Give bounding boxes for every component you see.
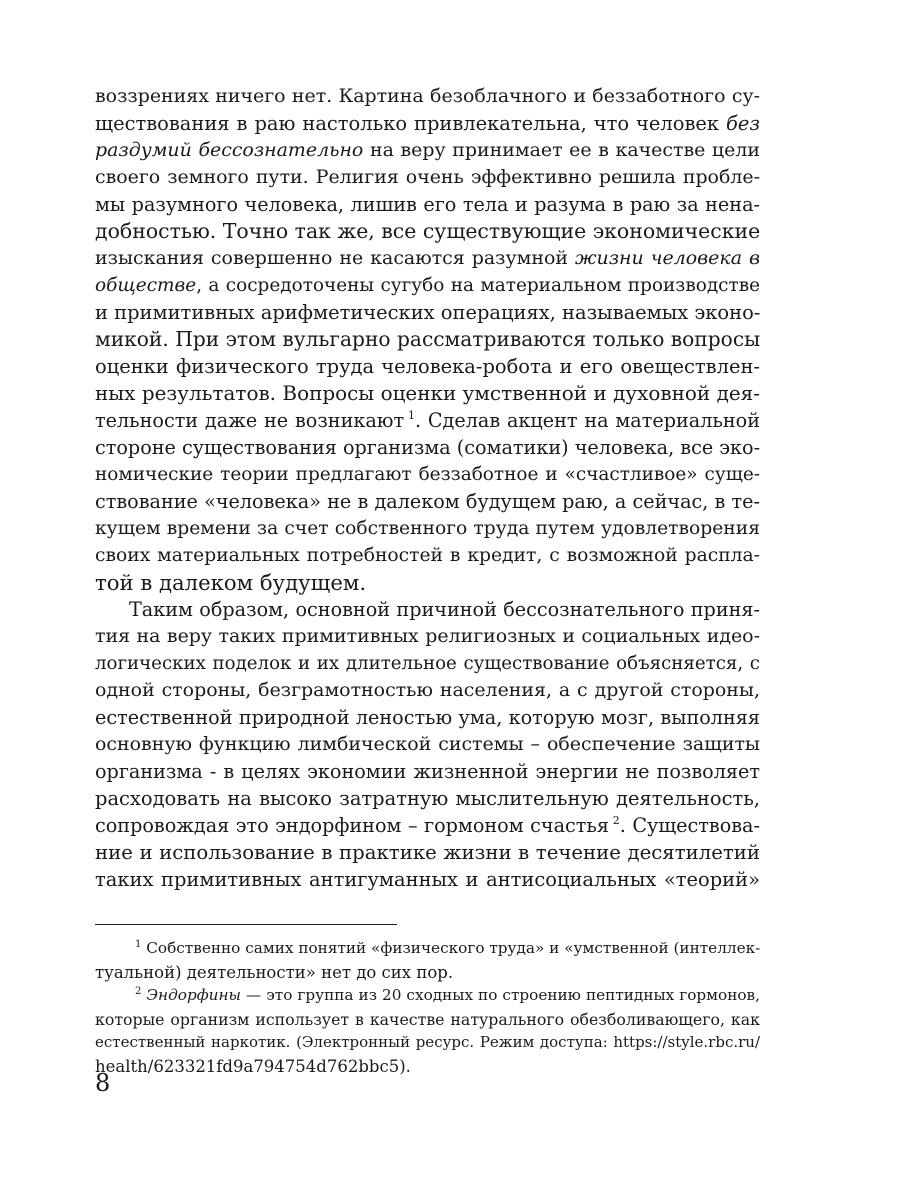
text-run: . Сделав акцент на материальной (414, 409, 760, 432)
text-run: — это группа из 20 сходных по строению пептидных гормонов, (245, 986, 760, 1005)
text-line: той в далеком будущем. (95, 570, 367, 595)
body-text (95, 83, 760, 893)
footnote-line: которые организм использует в качестве натурального обезболивающего, как (95, 1009, 760, 1029)
text-line: и примитивных арифметических операциях, называемых эконо- (95, 301, 761, 324)
text-line (95, 110, 760, 137)
footnotes (95, 937, 760, 1079)
text-line: оценки физического труда человека-робота и его овеществлен- (95, 355, 760, 378)
text-line: мы разумного человека, лишив его тела и разума в раю за нена- (95, 193, 760, 216)
footnote-ref: 2 (612, 814, 620, 827)
text-line: естественной природной леностью ума, которую мозг, выполняя (95, 706, 760, 729)
text-line: ных результатов. Вопросы оценки умственной и духовной дея- (95, 381, 760, 405)
paragraph-start: Таким образом, основной причиной бессознательного приня- (129, 598, 760, 621)
text-line: своего земного пути. Религия очень эффективно решила пробле- (95, 166, 760, 188)
text-line: одной стороны, безграмотностью населения, а с другой стороны, (95, 679, 760, 701)
footnote-line (95, 937, 760, 961)
text-run: . Существова- (619, 814, 760, 837)
text-line: микой. При этом вульгарно рассматриваются только вопросы (95, 327, 761, 351)
text-line: добностью. Точно так же, все существующие экономические (95, 219, 761, 243)
text-line: ние и использование в практике жизни в течение десятилетий (95, 841, 760, 864)
footnote-line (95, 984, 760, 1008)
text-line: стороне существования организма (соматики) человека, все эко- (95, 436, 761, 459)
italic-run: Эндорфины (146, 986, 241, 1005)
text-line: организма - в целях экономии жизненной энергии не позволяет (95, 760, 760, 783)
italic-run: без (726, 112, 761, 135)
text-run: ществования в раю настолько привлекательна, что человек (95, 112, 720, 135)
text-run: сопровождая это эндорфином – гормоном счастья (95, 814, 609, 837)
text-line: воззрениях ничего нет. Картина безоблачного и беззаботного су- (95, 85, 760, 107)
footnote-line: туальной) деятельности» нет до сих пор. (95, 962, 454, 982)
text-line: кущем времени за счет собственного труда путем удовлетворения (95, 518, 760, 539)
italic-run: жизни человека в (575, 247, 760, 269)
text-line: основную функцию лимбической системы – обеспечение защиты (95, 733, 760, 755)
text-run: изыскания совершенно не касаются разумной (95, 247, 568, 269)
text-line: тия на веру таких примитивных религиозных и социальных идео- (95, 625, 760, 647)
footnote-line: health/623321fd9a794754d762bbc5). (95, 1056, 411, 1076)
text-run: на веру принимает ее в качестве цели (369, 139, 760, 161)
text-line: логических поделок и их длительное существование объясняется, с (95, 653, 760, 674)
italic-run: раздумий бессознательно (95, 139, 364, 161)
footnote-number: 2 (135, 986, 142, 998)
text-line: ствование «человека» не в далеком будущем раю, а сейчас, в те- (95, 490, 760, 513)
text-line: номические теории предлагают беззаботное и «счастливое» суще- (95, 464, 760, 485)
text-line: таких примитивных антигуманных и антисоциальных «теорий» (95, 868, 760, 891)
footnote-separator (95, 924, 397, 925)
text-line (95, 245, 760, 272)
text-line: расходовать на высоко затратную мыслительную деятельность, (95, 787, 760, 810)
page-number: 8 (95, 1069, 111, 1097)
text-line (95, 812, 760, 839)
text-line (95, 137, 760, 164)
footnote-line: естественный наркотик. (Электронный ресурс. Режим доступа: https://style.rbc.ru/ (95, 1033, 760, 1052)
footnote-number: 1 (135, 939, 142, 950)
italic-run: обществе (95, 275, 197, 296)
text-run: тельности даже не возникают (95, 409, 405, 432)
text-line (95, 272, 760, 299)
text-line: своих материальных потребностей в кредит, с возможной распла- (95, 545, 760, 566)
text-line (95, 407, 760, 434)
text-run: Собственно самих понятий «физического труда» и «умственной (интеллек- (146, 939, 761, 957)
text-run: , а сосредоточены сугубо на материальном производстве (196, 275, 760, 296)
footnote-ref: 1 (407, 409, 415, 422)
